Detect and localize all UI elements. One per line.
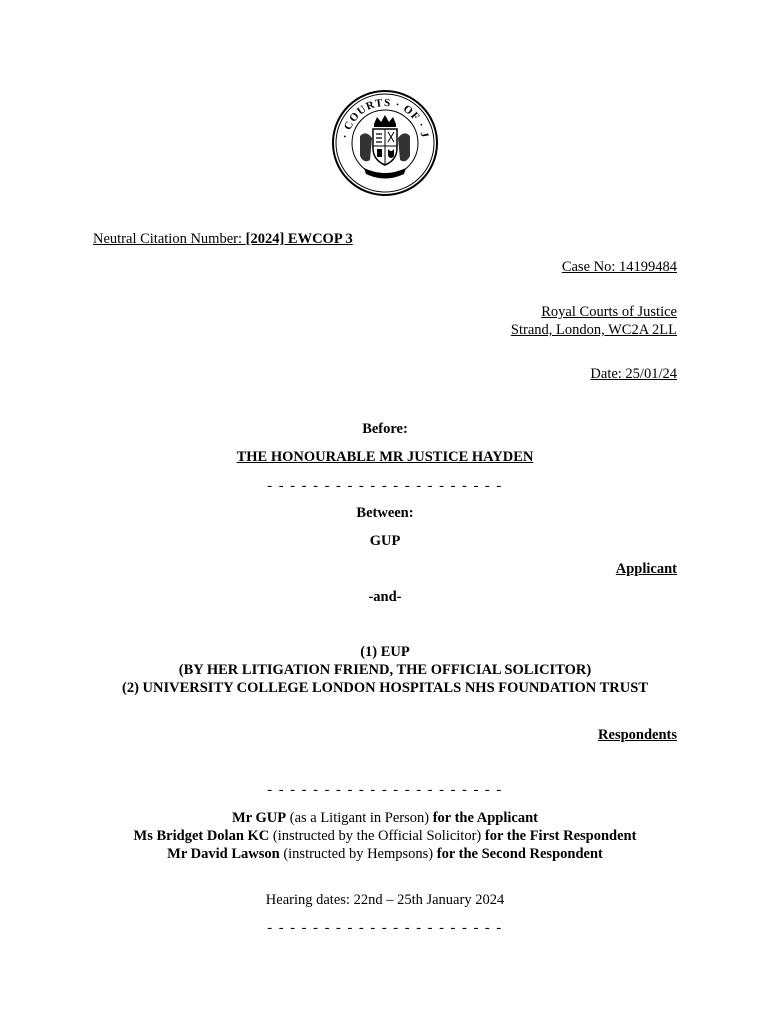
counsel-role: for the Applicant bbox=[432, 810, 538, 826]
counsel-name: Ms Bridget Dolan KC bbox=[133, 828, 270, 844]
counsel-role: for the Second Respondent bbox=[436, 846, 603, 862]
applicant-role: Applicant bbox=[615, 561, 677, 577]
counsel-name: Mr David Lawson bbox=[167, 846, 280, 862]
neutral-citation bbox=[93, 230, 353, 248]
respondent-1-litigation-friend: (BY HER LITIGATION FRIEND, THE OFFICIAL SOLICITOR) bbox=[178, 662, 592, 678]
hearing-dates: Hearing dates: 22nd – 25th January 2024 bbox=[265, 892, 505, 908]
court-name: Royal Courts of Justice bbox=[541, 304, 677, 320]
and-label: -and- bbox=[368, 589, 402, 605]
royal-coat-of-arms-icon bbox=[330, 88, 440, 198]
applicant-name: GUP bbox=[369, 533, 401, 549]
separator-1: - - - - - - - - - - - - - - - - - - - - - bbox=[267, 478, 503, 494]
counsel-line bbox=[0, 827, 770, 845]
respondent-1: (1) EUP bbox=[360, 644, 410, 660]
court-address: Strand, London, WC2A 2LL bbox=[510, 322, 677, 338]
counsel-name: Mr GUP bbox=[232, 810, 287, 826]
counsel-line bbox=[0, 845, 770, 863]
counsel-detail: (instructed by Hempsons) bbox=[279, 846, 437, 862]
citation-value: [2024] EWCOP 3 bbox=[245, 231, 353, 247]
respondents-role: Respondents bbox=[598, 727, 677, 743]
judgment-date: Date: 25/01/24 bbox=[590, 366, 677, 382]
counsel-role: for the First Respondent bbox=[484, 828, 637, 844]
respondent-2: (2) UNIVERSITY COLLEGE LONDON HOSPITALS NHS FOUNDATION TRUST bbox=[122, 680, 648, 696]
counsel-line bbox=[0, 809, 770, 827]
citation-label: Neutral Citation Number: bbox=[93, 231, 246, 247]
between-label: Between: bbox=[356, 505, 414, 521]
royal-courts-seal bbox=[330, 88, 440, 198]
counsel-detail: (instructed by the Official Solicitor) bbox=[269, 828, 485, 844]
separator-3: - - - - - - - - - - - - - - - - - - - - - bbox=[267, 920, 503, 936]
case-number: Case No: 14199484 bbox=[561, 259, 677, 275]
before-label: Before: bbox=[362, 421, 408, 437]
counsel-detail: (as a Litigant in Person) bbox=[286, 810, 433, 826]
seal-text: · COURTS · OF · J bbox=[339, 96, 431, 140]
judge-name: THE HONOURABLE MR JUSTICE HAYDEN bbox=[236, 449, 534, 465]
separator-2: - - - - - - - - - - - - - - - - - - - - - bbox=[267, 782, 503, 798]
